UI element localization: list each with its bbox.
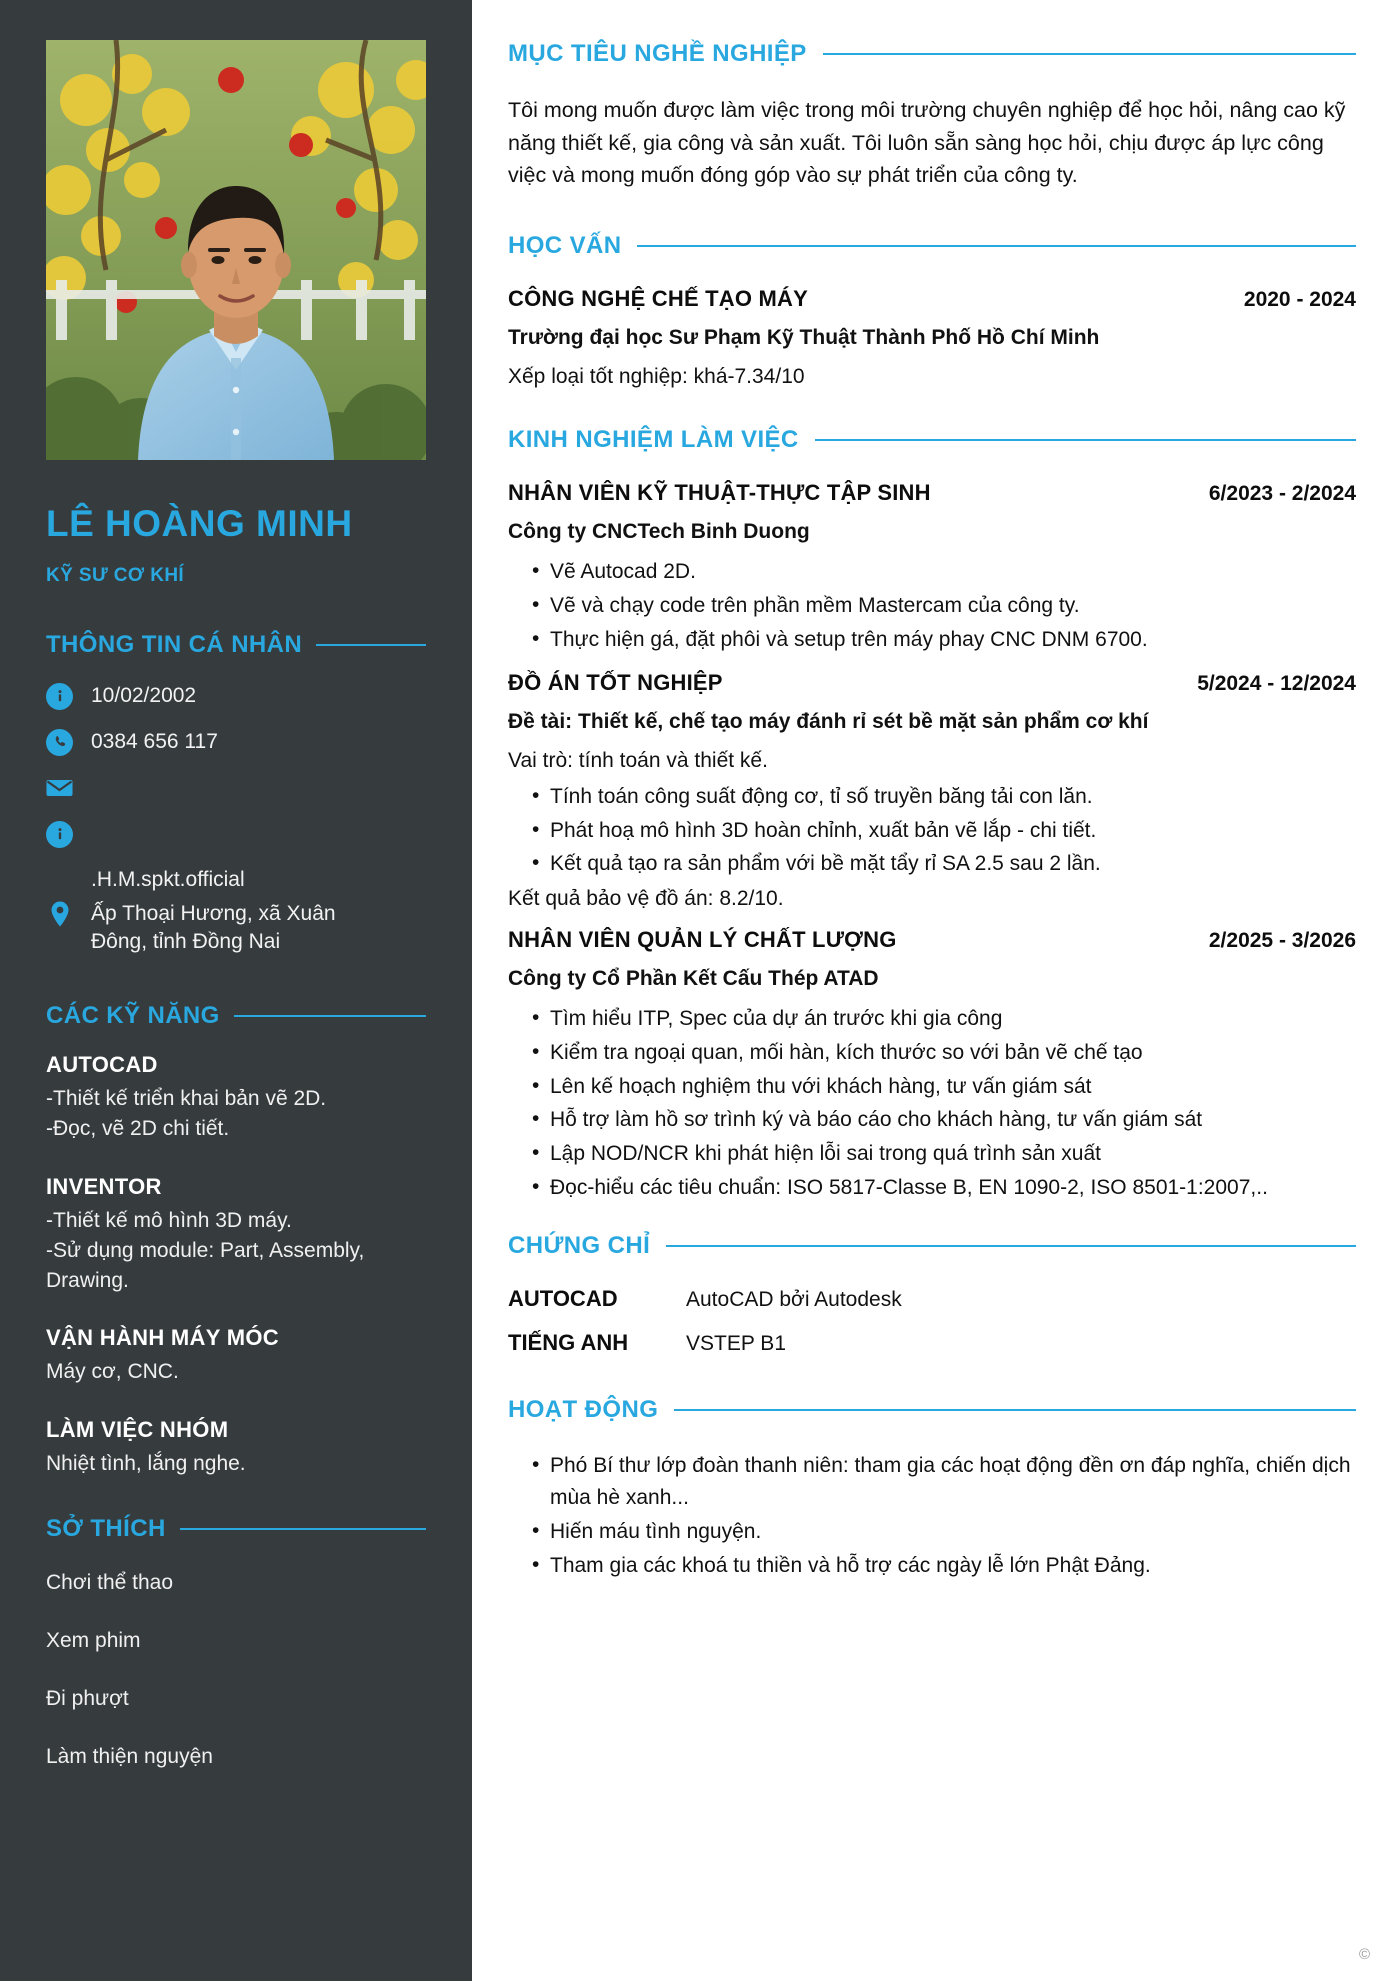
section-heading-skills — [46, 1002, 426, 1030]
contact-list — [46, 681, 426, 957]
skill-item — [46, 1325, 426, 1387]
experience-dates: 5/2024 - 12/2024 — [1197, 672, 1356, 696]
certificate-name: TIẾNG ANH — [508, 1330, 629, 1356]
education-heading: HỌC VẤN — [508, 232, 622, 260]
bullet-item: • Tham gia các khoá tu thiền và hỗ trợ các ngày lễ lớn Phật Đảng. — [530, 1550, 1356, 1582]
heading-rule — [637, 245, 1356, 247]
section-heading-education — [508, 232, 1356, 260]
bullet-item: • Phó Bí thư lớp đoàn thanh niên: tham gia các hoạt động đền ơn đáp nghĩa, chiến dịch mùa hè xanh... — [530, 1450, 1356, 1514]
person-role: KỸ SƯ CƠ KHÍ — [46, 564, 185, 586]
section-heading-objective — [508, 40, 1356, 68]
contact-row-social-handle — [46, 865, 426, 895]
project-topic: Đề tài: Thiết kế, chế tạo máy đánh rỉ sét bề mặt sản phẩm cơ khí — [508, 710, 1149, 734]
experience-item — [508, 480, 1356, 656]
section-heading-certificates — [508, 1232, 1356, 1260]
activities-bullets — [508, 1450, 1356, 1582]
education-grade: Xếp loại tốt nghiệp: khá-7.34/10 — [508, 365, 805, 389]
skill-line: Máy cơ, CNC. — [46, 1360, 179, 1384]
social-handle: .H.M.spkt.official — [91, 867, 245, 891]
bullet-item: • Phát hoạ mô hình 3D hoàn chỉnh, xuất bản vẽ lắp - chi tiết. — [530, 815, 1356, 847]
skill-item — [46, 1174, 426, 1295]
education-dates: 2020 - 2024 — [1243, 288, 1356, 312]
sidebar — [0, 0, 472, 1981]
experience-bullets — [508, 781, 1356, 881]
experience-company: Công ty Cổ Phần Kết Cấu Thép ATAD — [508, 966, 879, 990]
bullet-item: • Thực hiện gá, đặt phôi và setup trên máy phay CNC DNM 6700. — [530, 624, 1356, 656]
objective-heading: MỤC TIÊU NGHỀ NGHIỆP — [508, 40, 807, 67]
experience-item — [508, 927, 1356, 1204]
contact-row-address — [46, 899, 426, 957]
experience-bullets — [508, 1003, 1356, 1204]
experience-entry-header — [508, 480, 1356, 506]
skill-line: -Thiết kế mô hình 3D máy. — [46, 1209, 292, 1232]
spacer-icon — [46, 867, 73, 894]
bullet-item: • Kết quả tạo ra sản phẩm với bề mặt tẩy rỉ SA 2.5 sau 2 lần. — [530, 848, 1356, 880]
certificates-heading: CHỨNG CHỈ — [508, 1232, 651, 1260]
contact-row-email[interactable] — [46, 773, 426, 803]
heading-rule — [180, 1528, 426, 1530]
heading-rule — [234, 1015, 426, 1017]
certificate-row — [508, 1330, 1356, 1356]
education-major: CÔNG NGHỆ CHẾ TẠO MÁY — [508, 286, 808, 312]
skill-line: Nhiệt tình, lắng nghe. — [46, 1452, 246, 1476]
info-icon — [46, 821, 73, 848]
address-value: Ấp Thoại Hương, xã Xuân Đông, tỉnh Đồng Nai — [91, 901, 336, 954]
location-icon — [46, 901, 73, 928]
bullet-item: • Tính toán công suất động cơ, tỉ số truyền băng tải con lăn. — [530, 781, 1356, 813]
contact-row-birthdate — [46, 681, 426, 711]
section-heading-hobbies — [46, 1515, 426, 1543]
experience-entry-header — [508, 927, 1356, 953]
skill-item — [46, 1417, 426, 1479]
contact-row-phone[interactable] — [46, 727, 426, 757]
person-name: LÊ HOÀNG MINH — [46, 503, 353, 544]
experience-entry-header — [508, 670, 1356, 696]
skill-title: AUTOCAD — [46, 1052, 158, 1078]
copyright-mark: © — [1358, 1946, 1370, 1963]
education-entry — [508, 286, 1356, 312]
project-role: Vai trò: tính toán và thiết kế. — [508, 749, 768, 773]
spacer — [508, 404, 1356, 426]
experience-title: NHÂN VIÊN KỸ THUẬT-THỰC TẬP SINH — [508, 480, 931, 506]
certificate-row — [508, 1286, 1356, 1312]
certificate-name: AUTOCAD — [508, 1286, 618, 1312]
skills-heading: CÁC KỸ NĂNG — [46, 1002, 220, 1030]
experience-company: Công ty CNCTech Binh Duong — [508, 520, 810, 544]
skill-item — [46, 1052, 426, 1144]
personal-info-heading: THÔNG TIN CÁ NHÂN — [46, 630, 303, 658]
skill-title: INVENTOR — [46, 1174, 162, 1199]
experience-bullets — [508, 556, 1356, 656]
experience-item — [508, 670, 1356, 915]
bullet-item: • Vẽ và chạy code trên phần mềm Mastercam của công ty. — [530, 590, 1356, 622]
heading-rule — [815, 439, 1356, 441]
hobby-item: Làm thiện nguyện — [46, 1745, 213, 1769]
section-heading-activities — [508, 1396, 1356, 1424]
phone-value: 0384 656 117 — [91, 729, 218, 753]
bullet-item: • Hỗ trợ làm hồ sơ trình ký và báo cáo cho khách hàng, tư vấn giám sát — [530, 1104, 1356, 1136]
heading-rule — [316, 644, 426, 646]
bullet-item: • Kiểm tra ngoại quan, mối hàn, kích thước so với bản vẽ chế tạo — [530, 1037, 1356, 1069]
experience-dates: 6/2023 - 2/2024 — [1208, 482, 1356, 506]
heading-rule — [666, 1245, 1356, 1247]
birthdate-value: 10/02/2002 — [91, 683, 197, 707]
experience-dates: 2/2025 - 3/2026 — [1208, 928, 1356, 952]
hobby-item: Chơi thể thao — [46, 1571, 174, 1595]
skill-line: -Sử dụng module: Part, Assembly, Drawing. — [46, 1238, 365, 1292]
phone-icon — [46, 729, 73, 756]
spacer — [508, 1374, 1356, 1396]
spacer — [508, 1218, 1356, 1232]
contact-row-social[interactable] — [46, 819, 426, 849]
bullet-item: • Lên kế hoạch nghiệm thu với khách hàng, tư vấn giám sát — [530, 1071, 1356, 1103]
skill-title: LÀM VIỆC NHÓM — [46, 1417, 229, 1443]
heading-rule — [823, 53, 1356, 55]
objective-text: Tôi mong muốn được làm việc trong môi trường chuyên nghiệp để học hỏi, nâng cao kỹ năng thiết kế, gia công và sản xuất. Tôi luôn sẵn sàng học hỏi, chịu được áp lực công việc và mong muốn đóng góp vào sự phát triển của công ty. — [508, 98, 1346, 188]
skill-line: -Thiết kế triển khai bản vẽ 2D. — [46, 1087, 327, 1111]
activities-heading: HOẠT ĐỘNG — [508, 1396, 659, 1424]
experience-title: ĐỒ ÁN TỐT NGHIỆP — [508, 670, 723, 696]
skill-line: -Đọc, vẽ 2D chi tiết. — [46, 1117, 230, 1141]
section-heading-experience — [508, 426, 1356, 454]
email-icon — [46, 775, 73, 802]
hobbies-list — [46, 1571, 426, 1769]
skill-title: VẬN HÀNH MÁY MÓC — [46, 1325, 279, 1351]
education-school: Trường đại học Sư Phạm Kỹ Thuật Thành Phố Hồ Chí Minh — [508, 326, 1100, 350]
hobbies-heading: SỞ THÍCH — [46, 1515, 166, 1543]
profile-photo — [46, 40, 426, 460]
bullet-item: • Tìm hiểu ITP, Spec của dự án trước khi gia công — [530, 1003, 1356, 1035]
heading-rule — [674, 1409, 1356, 1411]
experience-heading: KINH NGHIỆM LÀM VIỆC — [508, 426, 799, 454]
info-icon — [46, 683, 73, 710]
certificate-value: AutoCAD bởi Autodesk — [686, 1288, 902, 1312]
experience-title: NHÂN VIÊN QUẢN LÝ CHẤT LƯỢNG — [508, 926, 897, 952]
project-result: Kết quả bảo vệ đồ án: 8.2/10. — [508, 887, 784, 911]
main-content — [472, 0, 1400, 1981]
bullet-item: • Đọc-hiểu các tiêu chuẩn: ISO 5817-Classe B, EN 1090-2, ISO 8501-1:2007,.. — [530, 1172, 1356, 1204]
bullet-item: • Lập NOD/NCR khi phát hiện lỗi sai trong quá trình sản xuất — [530, 1138, 1356, 1170]
bullet-item: • Vẽ Autocad 2D. — [530, 556, 1356, 588]
bullet-item: • Hiến máu tình nguyện. — [530, 1516, 1356, 1548]
section-heading-personal-info — [46, 631, 426, 659]
certificate-value: VSTEP B1 — [686, 1332, 786, 1356]
hobby-item: Xem phim — [46, 1629, 141, 1653]
hobby-item: Đi phượt — [46, 1687, 129, 1711]
